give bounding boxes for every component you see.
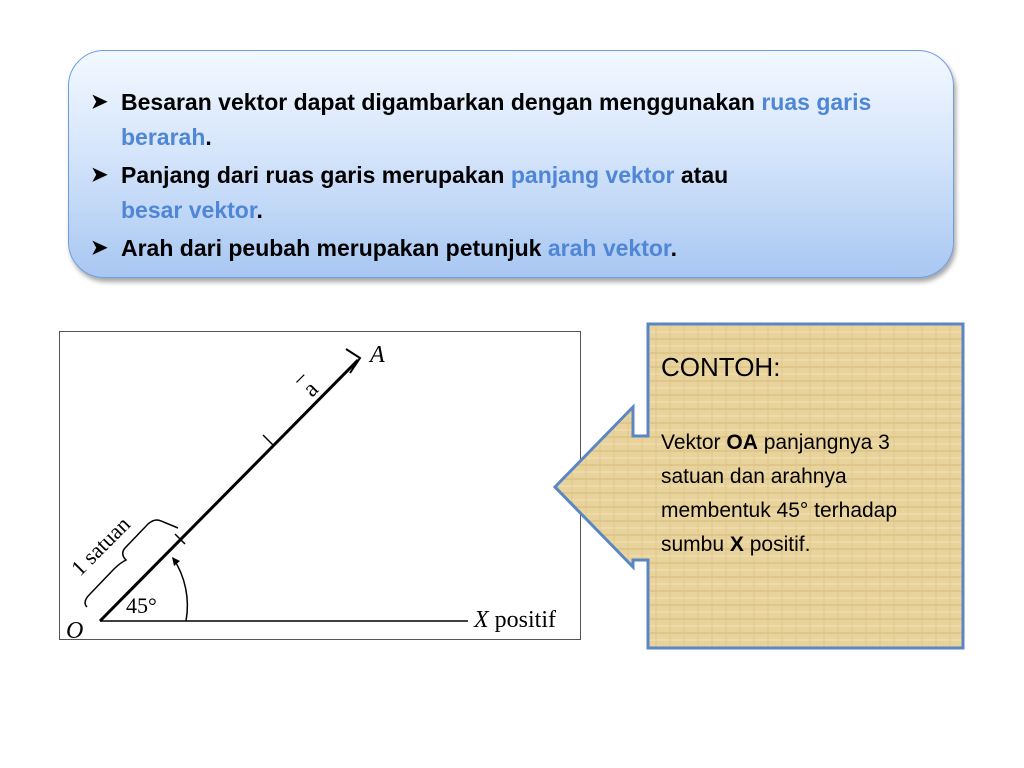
info-callout — [68, 50, 954, 278]
bullet-text: Arah dari peubah merupakan petunjuk — [121, 235, 548, 261]
origin-label: O — [66, 618, 84, 641]
vector-diagram-svg — [60, 332, 582, 641]
bullet-text: Panjang dari ruas garis merupakan — [121, 162, 511, 188]
endpoint-label: A — [370, 342, 385, 368]
bullet-arrow-icon: ➤ — [91, 237, 108, 259]
bullet-highlight: ruas garis berarah — [121, 89, 872, 150]
bullet-text: . — [670, 235, 677, 261]
bullet-highlight: panjang vektor — [510, 162, 675, 188]
angle-arc-arrowhead — [172, 557, 180, 566]
bullet-item — [91, 85, 923, 155]
example-bold: OA — [726, 431, 758, 454]
bullet-item — [91, 158, 923, 228]
axis-label-var: X — [474, 607, 489, 633]
example-bold: X — [729, 533, 744, 556]
example-text: positif. — [743, 533, 811, 556]
bullet-highlight: arah vektor — [547, 235, 671, 261]
bullet-text: Besaran vektor dapat digambarkan dengan menggunakan — [121, 89, 762, 115]
axis-label — [473, 607, 556, 633]
bullet-item — [91, 231, 923, 266]
vector-diagram — [59, 331, 581, 640]
example-panel — [553, 322, 967, 650]
bullet-arrow-icon: ➤ — [91, 164, 108, 186]
example-text: panjangnya 3 satuan dan arahnya membentuk 45° terhadap sumbu — [661, 431, 898, 556]
bullet-text: . — [256, 197, 263, 223]
bullet-highlight: besar vektor — [121, 197, 257, 223]
example-title: CONTOH: — [661, 352, 781, 382]
angle-label: 45° — [126, 593, 157, 618]
bullet-arrow-icon: ➤ — [91, 91, 108, 113]
example-body — [661, 426, 957, 562]
bullet-text: . — [205, 124, 212, 150]
example-text: Vektor — [661, 431, 727, 454]
unit-label: 1 satuan — [65, 511, 135, 581]
axis-label-word: positif — [494, 607, 557, 633]
bullet-list — [91, 85, 923, 266]
vector-label-group — [296, 375, 324, 403]
bullet-text: atau — [674, 162, 729, 188]
unit-tick — [263, 435, 273, 445]
vector-label: a — [297, 376, 324, 403]
angle-arc — [173, 558, 187, 621]
